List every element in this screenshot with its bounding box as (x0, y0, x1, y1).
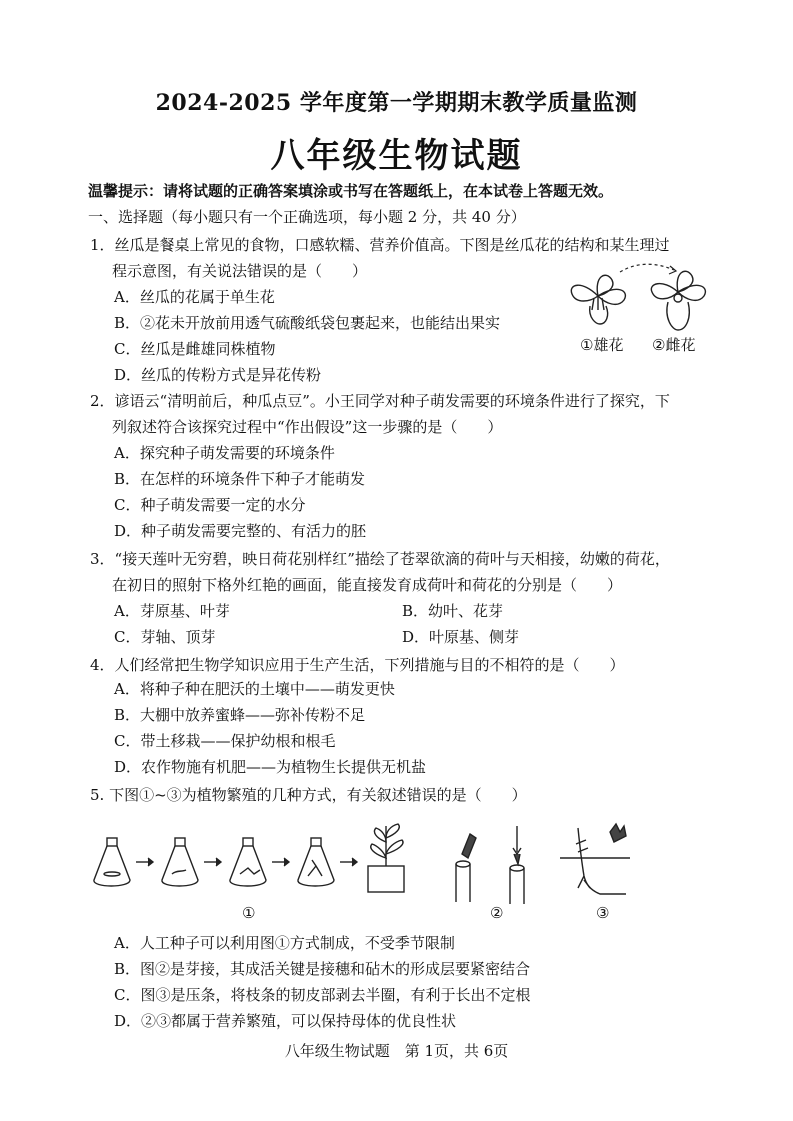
subject-title: 八年级生物试题 (270, 136, 523, 176)
question-3-line2: 在初日的照射下格外红艳的画面，能直接发育成荷叶和荷花的分别是（ ） (112, 576, 623, 594)
question-5-option-d: D．②③都属于营养繁殖，可以保持母体的优良性状 (114, 1012, 457, 1030)
question-2-line2: 列叙述符合该探究过程中“作出假设”这一步骤的是（ ） (112, 418, 503, 436)
luffa-flower-figure (560, 262, 720, 358)
question-2-option-a: A．探究种子萌发需要的环境条件 (114, 444, 335, 462)
question-4-line1: 4．人们经常把生物学知识应用于生产生活，下列措施与目的不相符的是（ ） (90, 656, 625, 674)
question-1-option-b: B．②花未开放前用透气硫酸纸袋包裹起来，也能结出果实 (114, 314, 501, 332)
flask-4 (298, 838, 334, 886)
question-3-option-c: C．芽轴、顶芽 (114, 628, 216, 646)
question-3-line1: 3．“接天莲叶无穷碧，映日荷花别样红”描绘了苍翠欲滴的荷叶与天相接，幼嫩的荷花， (90, 550, 670, 568)
question-2-line1: 2．谚语云“清明前后，种瓜点豆”。小王同学对种子萌发需要的环境条件进行了探究，下 (90, 392, 670, 410)
question-4-stem (90, 652, 625, 678)
question-1-option-c: C．丝瓜是雌雄同株植物 (114, 340, 276, 358)
section-heading: 一、选择题（每小题只有一个正确选项，每小题 2 分，共 40 分） (88, 208, 526, 226)
potted-plant (368, 824, 404, 892)
question-5-line1: 5. 下图①~③为植物繁殖的几种方式，有关叙述错误的是（ ） (90, 786, 527, 804)
question-5-option-c: C．图③是压条，将枝条的韧皮部剥去半圈，有利于长出不定根 (114, 986, 531, 1004)
question-1-option-d: D．丝瓜的传粉方式是异花传粉 (114, 366, 322, 384)
tissue-culture-flasks (94, 824, 404, 892)
question-2-option-c: C．种子萌发需要一定的水分 (114, 496, 306, 514)
flask-2 (162, 838, 198, 886)
male-flower-drawing (571, 275, 625, 324)
question-5-option-b: B．图②是芽接，其成活关键是接穗和砧木的形成层要紧密结合 (114, 960, 531, 978)
question-2-option-b: B．在怎样的环境条件下种子才能萌发 (114, 470, 366, 488)
question-3-stem (90, 546, 670, 598)
figure-label-male: ①雄花 (580, 336, 624, 354)
propagation-figure (90, 818, 650, 930)
figure-label-1: ① (242, 904, 256, 922)
page-footer: 八年级生物试题 第 1页，共 6页 (284, 1042, 509, 1060)
layering-drawing (560, 824, 630, 894)
grafting-drawing (456, 826, 524, 904)
question-3-option-d: D．叶原基、侧芽 (402, 628, 520, 646)
figure-label-2: ② (490, 904, 504, 922)
question-3-option-b: B．幼叶、花芽 (402, 602, 504, 620)
female-flower-drawing (651, 271, 705, 330)
question-1-line2: 程示意图，有关说法错误的是（ ） (112, 262, 368, 280)
question-4-option-b: B．大棚中放养蜜蜂——弥补传粉不足 (114, 706, 366, 724)
question-4-option-c: C．带土移栽——保护幼根和根毛 (114, 732, 336, 750)
question-5-option-a: A．人工种子可以利用图①方式制成，不受季节限制 (114, 934, 455, 952)
question-2-stem (90, 388, 670, 440)
question-3-option-a: A．芽原基、叶芽 (114, 602, 230, 620)
question-4-option-a: A．将种子种在肥沃的土壤中——萌发更快 (114, 680, 395, 698)
question-5-stem (90, 782, 527, 808)
question-2-option-d: D．种子萌发需要完整的、有活力的胚 (114, 522, 367, 540)
flask-3 (230, 838, 266, 886)
figure-label-female: ②雌花 (652, 336, 696, 354)
question-1-line1: 1．丝瓜是餐桌上常见的食物，口感软糯、营养价值高。下图是丝瓜花的结构和某生理过 (90, 236, 670, 254)
exam-title: 2024-2025 学年度第一学期期末教学质量监测 (155, 90, 638, 116)
flask-1 (94, 838, 130, 886)
question-1-option-a: A．丝瓜的花属于单生花 (114, 288, 275, 306)
notice-text: 温馨提示：请将试题的正确答案填涂或书写在答题纸上，在本试卷上答题无效。 (88, 182, 614, 200)
question-4-option-d: D．农作物施有机肥——为植物生长提供无机盐 (114, 758, 427, 776)
figure-label-3: ③ (596, 904, 610, 922)
